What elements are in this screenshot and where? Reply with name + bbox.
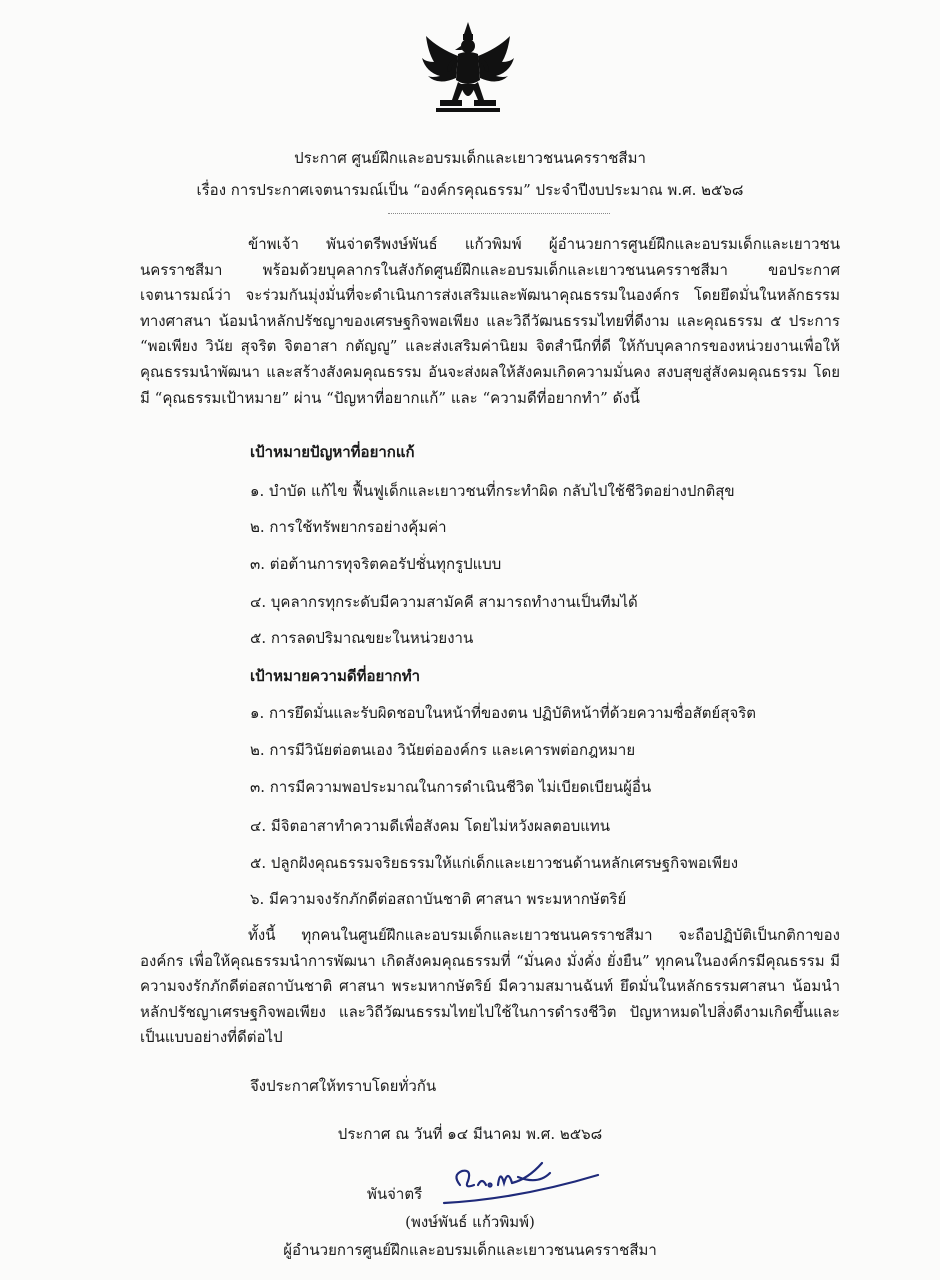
- handwritten-signature: [438, 1155, 608, 1210]
- announcement-title: ประกาศ ศูนย์ฝึกและอบรมเด็กและเยาวชนนครราชสีมา: [294, 149, 646, 167]
- problems-heading: เป้าหมายปัญหาที่อยากแก้: [250, 443, 415, 461]
- virtue-item: ๖. มีความจงรักภักดีต่อสถาบันชาติ ศาสนา พระมหากษัตริย์: [250, 890, 627, 908]
- announcement-subject: เรื่อง การประกาศเจตนารมณ์เป็น “องค์กรคุณธรรม” ประจำปีงบประมาณ พ.ศ. ๒๕๖๘: [196, 181, 744, 199]
- problem-item: ๓. ต่อต้านการทุจริตคอรัปชั่นทุกรูปแบบ: [250, 555, 502, 573]
- signatory-position: ผู้อำนวยการศูนย์ฝึกและอบรมเด็กและเยาวชนนครราชสีมา: [283, 1241, 657, 1259]
- conclusion-text: ทั้งนี้ ทุกคนในศูนย์ฝึกและอบรมเด็กและเยาวชนนครราชสีมา จะถือปฏิบัติเป็นกติกาขององค์กร เพื่อให้คุณธรรมนำการพัฒนา เกิดสังคมคุณธรรมที่ “มั่นคง มั่งคั่ง ยั่งยืน” ทุกคนในองค์กรมีคุณธรรม มีความจงรักภักดีต่อสถาบันชาติ ศาสนา พระมหากษัตริย์ มีความสมานฉันท์ ยึดมั่นในหลักธรรมศาสนา น้อมนำหลักปรัชญาเศรษฐกิจพอเพียง และวิถีวัฒนธรรมไทยไปใช้ในการดำรงชีวิต ปัญหาหมดไปสิ่งดีงามเกิดขึ้นและเป็นแบบอย่างที่ดีต่อไป: [140, 926, 840, 1047]
- intro-text: ข้าพเจ้า พันจ่าตรีพงษ์พันธ์ แก้วพิมพ์ ผู้อำนวยการศูนย์ฝึกและอบรมเด็กและเยาวชนนครราชสีมา พร้อมด้วยบุคลากรในสังกัดศูนย์ฝึกและอบรมเด็กและเยาวชนนครราชสีมา ขอประกาศเจตนารมณ์ว่า จะร่วมกันมุ่งมั่นที่จะดำเนินการส่งเสริมและพัฒนาคุณธรรมในองค์กร โดยยึดมั่นในหลักธรรมทางศาสนา น้อมนำหลักปรัชญาของเศรษฐกิจพอเพียง และวิถีวัฒนธรรมไทยที่ดีงาม และคุณธรรม ๕ ประการ “พอเพียง วินัย สุจริต จิตอาสา กตัญญู” และส่งเสริมค่านิยม จิตสำนึกที่ดี ให้กับบุคลากรของหน่วยงานเพื่อให้คุณธรรมนำพัฒนา และสร้างสังคมคุณธรรม อันจะส่งผลให้สังคมเกิดความมั่นคง สงบสุขสู่สังคมคุณธรรม โดยมี “คุณธรรมเป้าหมาย” ผ่าน “ปัญหาที่อยากแก้” และ “ความดีที่อยากทำ” ดังนี้: [140, 235, 840, 407]
- virtue-item: ๕. ปลูกฝังคุณธรรมจริยธรรมให้แก่เด็กและเยาวชนด้านหลักเศรษฐกิจพอเพียง: [250, 854, 739, 872]
- closing-line: จึงประกาศให้ทราบโดยทั่วกัน: [250, 1077, 437, 1095]
- divider: [388, 213, 610, 214]
- virtue-item: ๔. มีจิตอาสาทำความดีเพื่อสังคม โดยไม่หวังผลตอบแทน: [250, 817, 611, 835]
- problem-item: ๕. การลดปริมาณขยะในหน่วยงาน: [250, 629, 474, 647]
- virtues-heading: เป้าหมายความดีที่อยากทำ: [250, 667, 421, 685]
- conclusion-paragraph: [140, 923, 840, 1051]
- problem-item: ๔. บุคลากรทุกระดับมีความสามัคคี สามารถทำงานเป็นทีมได้: [250, 593, 638, 611]
- virtue-item: ๒. การมีวินัยต่อตนเอง วินัยต่อองค์กร และเคารพต่อกฎหมาย: [250, 741, 636, 759]
- garuda-emblem-icon: [418, 18, 518, 118]
- problem-item: ๒. การใช้ทรัพยากรอย่างคุ้มค่า: [250, 518, 447, 536]
- signatory-name: (พงษ์พันธ์ แก้วพิมพ์): [405, 1213, 535, 1231]
- virtue-item: ๑. การยึดมั่นและรับผิดชอบในหน้าที่ของตน ปฏิบัติหน้าที่ด้วยความซื่อสัตย์สุจริต: [250, 704, 757, 722]
- signatory-rank: พันจ่าตรี: [367, 1185, 423, 1203]
- announcement-date: ประกาศ ณ วันที่ ๑๔ มีนาคม พ.ศ. ๒๕๖๘: [337, 1125, 603, 1143]
- intro-paragraph: [140, 232, 840, 411]
- problem-item: ๑. บำบัด แก้ไข ฟื้นฟูเด็กและเยาวชนที่กระทำผิด กลับไปใช้ชีวิตอย่างปกติสุข: [250, 482, 735, 500]
- virtue-item: ๓. การมีความพอประมาณในการดำเนินชีวิต ไม่เบียดเบียนผู้อื่น: [250, 778, 652, 796]
